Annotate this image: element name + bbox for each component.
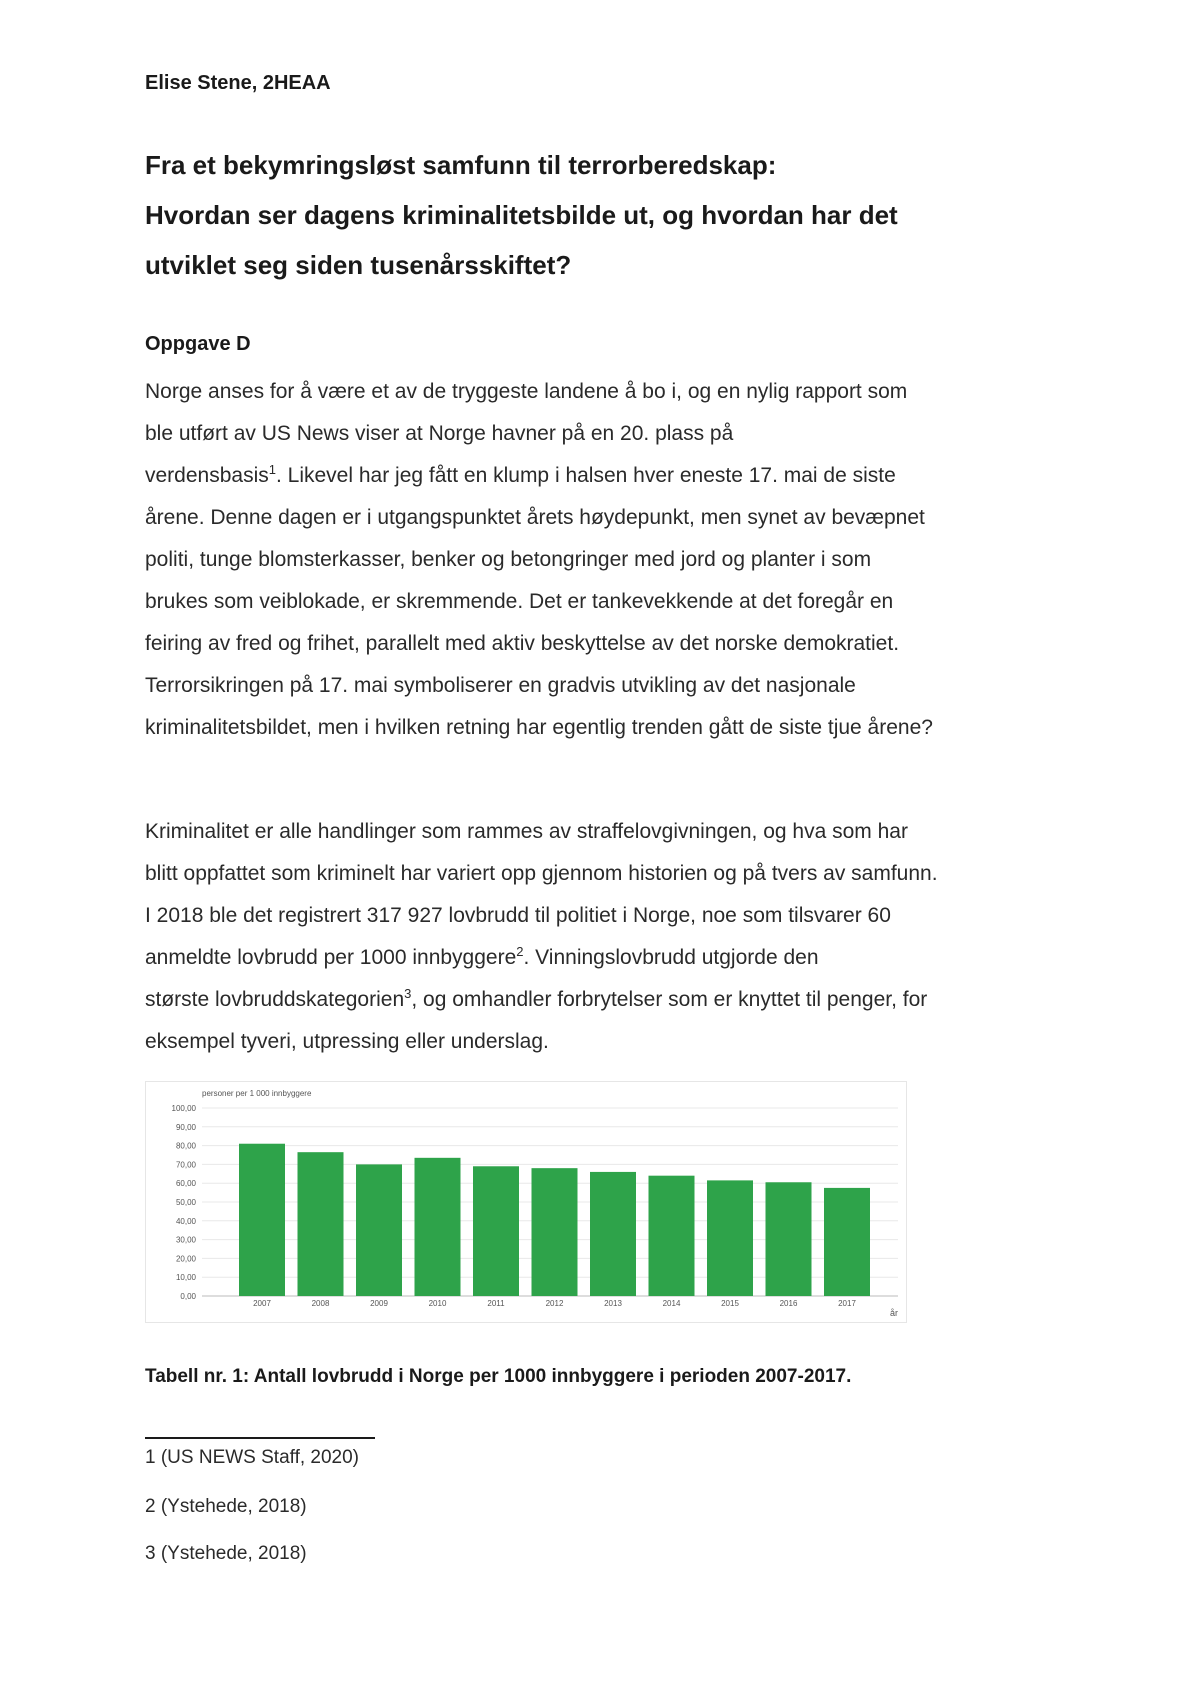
chart-x-axis-label: år: [890, 1308, 899, 1318]
paragraph-line: ble utført av US News viser at Norge havner på en 20. plass på: [145, 422, 734, 445]
paragraph-2: [145, 811, 1075, 1063]
x-tick-label: 2015: [721, 1299, 739, 1308]
x-tick-label: 2013: [604, 1299, 622, 1308]
paragraph-line: Norge anses for å være et av de tryggeste landene å bo i, og en nylig rapport som: [145, 380, 908, 403]
table-caption: Tabell nr. 1: Antall lovbrudd i Norge per 1000 innbyggere i perioden 2007-2017.: [145, 1366, 852, 1387]
chart-bar-2007: [239, 1144, 285, 1296]
y-tick-label: 40,00: [175, 1216, 196, 1226]
chart-unit-label: personer per 1 000 innbyggere: [202, 1089, 312, 1098]
paragraph-line: eksempel tyveri, utpressing eller underslag.: [145, 1030, 549, 1053]
title-line-3: utviklet seg siden tusenårsskiftet?: [145, 250, 572, 280]
paragraph-line: politi, tunge blomsterkasser, benker og betongringer med jord og planter i som: [145, 548, 872, 571]
y-tick-label: 50,00: [175, 1198, 196, 1207]
paragraph-1: [145, 371, 1075, 749]
y-tick-label: 20,00: [175, 1254, 196, 1264]
x-tick-label: 2009: [370, 1299, 388, 1308]
paragraph-line: I 2018 ble det registrert 317 927 lovbrudd til politiet i Norge, noe som tilsvarer 60: [145, 904, 891, 927]
chart-y-axis: [172, 1104, 197, 1301]
x-tick-label: 2010: [428, 1299, 447, 1308]
chart-bar-2008: [298, 1152, 344, 1296]
paragraph-text: , og omhandler forbrytelser som er knyttet til penger, for: [411, 988, 928, 1011]
y-tick-label: 0,00: [180, 1292, 196, 1301]
chart-x-axis: [253, 1299, 856, 1308]
chart-bar-2013: [590, 1172, 636, 1296]
paragraph-text: største lovbruddskategorien: [145, 988, 405, 1011]
chart-bar-2015: [707, 1180, 753, 1296]
x-tick-label: 2008: [311, 1299, 330, 1308]
footnote-divider: [145, 1437, 375, 1439]
paragraph-text: . Vinningslovbrudd utgjorde den: [523, 946, 819, 969]
paragraph-line: kriminalitetsbildet, men i hvilken retning har egentlig trenden gått de siste tjue årene?: [145, 716, 933, 739]
y-tick-label: 70,00: [175, 1160, 196, 1170]
paragraph-text: . Likevel har jeg fått en klump i halsen hver eneste 17. mai de siste: [275, 464, 896, 487]
y-tick-label: 30,00: [175, 1235, 196, 1245]
paragraph-line: årene. Denne dagen er i utgangspunktet årets høydepunkt, men synet av bevæpnet: [145, 506, 925, 529]
footnote-1: 1 (US NEWS Staff, 2020): [145, 1447, 360, 1468]
chart-bar-2016: [766, 1182, 812, 1296]
footnote-3: 3 (Ystehede, 2018): [145, 1543, 307, 1564]
paragraph-line: Kriminalitet er alle handlinger som rammes av straffelovgivningen, og hva som har: [145, 820, 908, 843]
bar-chart: [145, 1081, 907, 1323]
paragraph-line: Terrorsikringen på 17. mai symboliserer en gradvis utvikling av det nasjonale: [145, 674, 856, 697]
y-tick-label: 10,00: [175, 1273, 196, 1283]
paragraph-line: brukes som veiblokade, er skremmende. Det er tankevekkende at det foregår en: [145, 590, 894, 613]
x-tick-label: 2007: [253, 1299, 271, 1308]
footnote-2: 2 (Ystehede, 2018): [145, 1496, 307, 1517]
footnote-ref-1[interactable]: 1: [268, 462, 276, 477]
chart-bar-2011: [473, 1166, 519, 1296]
document-title: [145, 140, 1075, 290]
x-tick-label: 2017: [838, 1299, 856, 1308]
section-heading: Oppgave D: [145, 333, 251, 355]
chart-bar-2017: [824, 1188, 870, 1296]
title-line-1: Fra et bekymringsløst samfunn til terrorberedskap:: [145, 150, 777, 180]
paragraph-line: [145, 979, 1075, 1021]
x-tick-label: 2011: [487, 1299, 505, 1308]
paragraph-line: [145, 455, 1075, 497]
footnote-ref-3[interactable]: 3: [404, 986, 412, 1001]
chart-bar-2009: [356, 1164, 402, 1296]
paragraph-line: feiring av fred og frihet, parallelt med aktiv beskyttelse av det norske demokratiet.: [145, 632, 900, 655]
y-tick-label: 60,00: [175, 1179, 196, 1189]
x-tick-label: 2012: [545, 1299, 564, 1308]
chart-bars: [239, 1144, 870, 1296]
bar-chart-svg: [146, 1082, 906, 1322]
chart-bar-2012: [532, 1168, 578, 1296]
x-tick-label: 2016: [779, 1299, 798, 1308]
paragraph-text: verdensbasis: [145, 464, 269, 487]
chart-bar-2014: [649, 1176, 695, 1296]
y-tick-label: 100,00: [171, 1104, 196, 1113]
paragraph-text: anmeldte lovbrudd per 1000 innbyggere: [145, 946, 517, 969]
chart-bar-2010: [415, 1158, 461, 1296]
paragraph-line: blitt oppfattet som kriminelt har variert opp gjennom historien og på tvers av samfunn.: [145, 862, 938, 885]
footnote-ref-2[interactable]: 2: [516, 944, 524, 959]
y-tick-label: 90,00: [175, 1122, 196, 1132]
title-line-2: Hvordan ser dagens kriminalitetsbilde ut, og hvordan har det: [145, 200, 898, 230]
y-tick-label: 80,00: [175, 1141, 196, 1151]
author-line: Elise Stene, 2HEAA: [145, 72, 331, 94]
x-tick-label: 2014: [662, 1299, 681, 1308]
paragraph-line: [145, 937, 1075, 979]
